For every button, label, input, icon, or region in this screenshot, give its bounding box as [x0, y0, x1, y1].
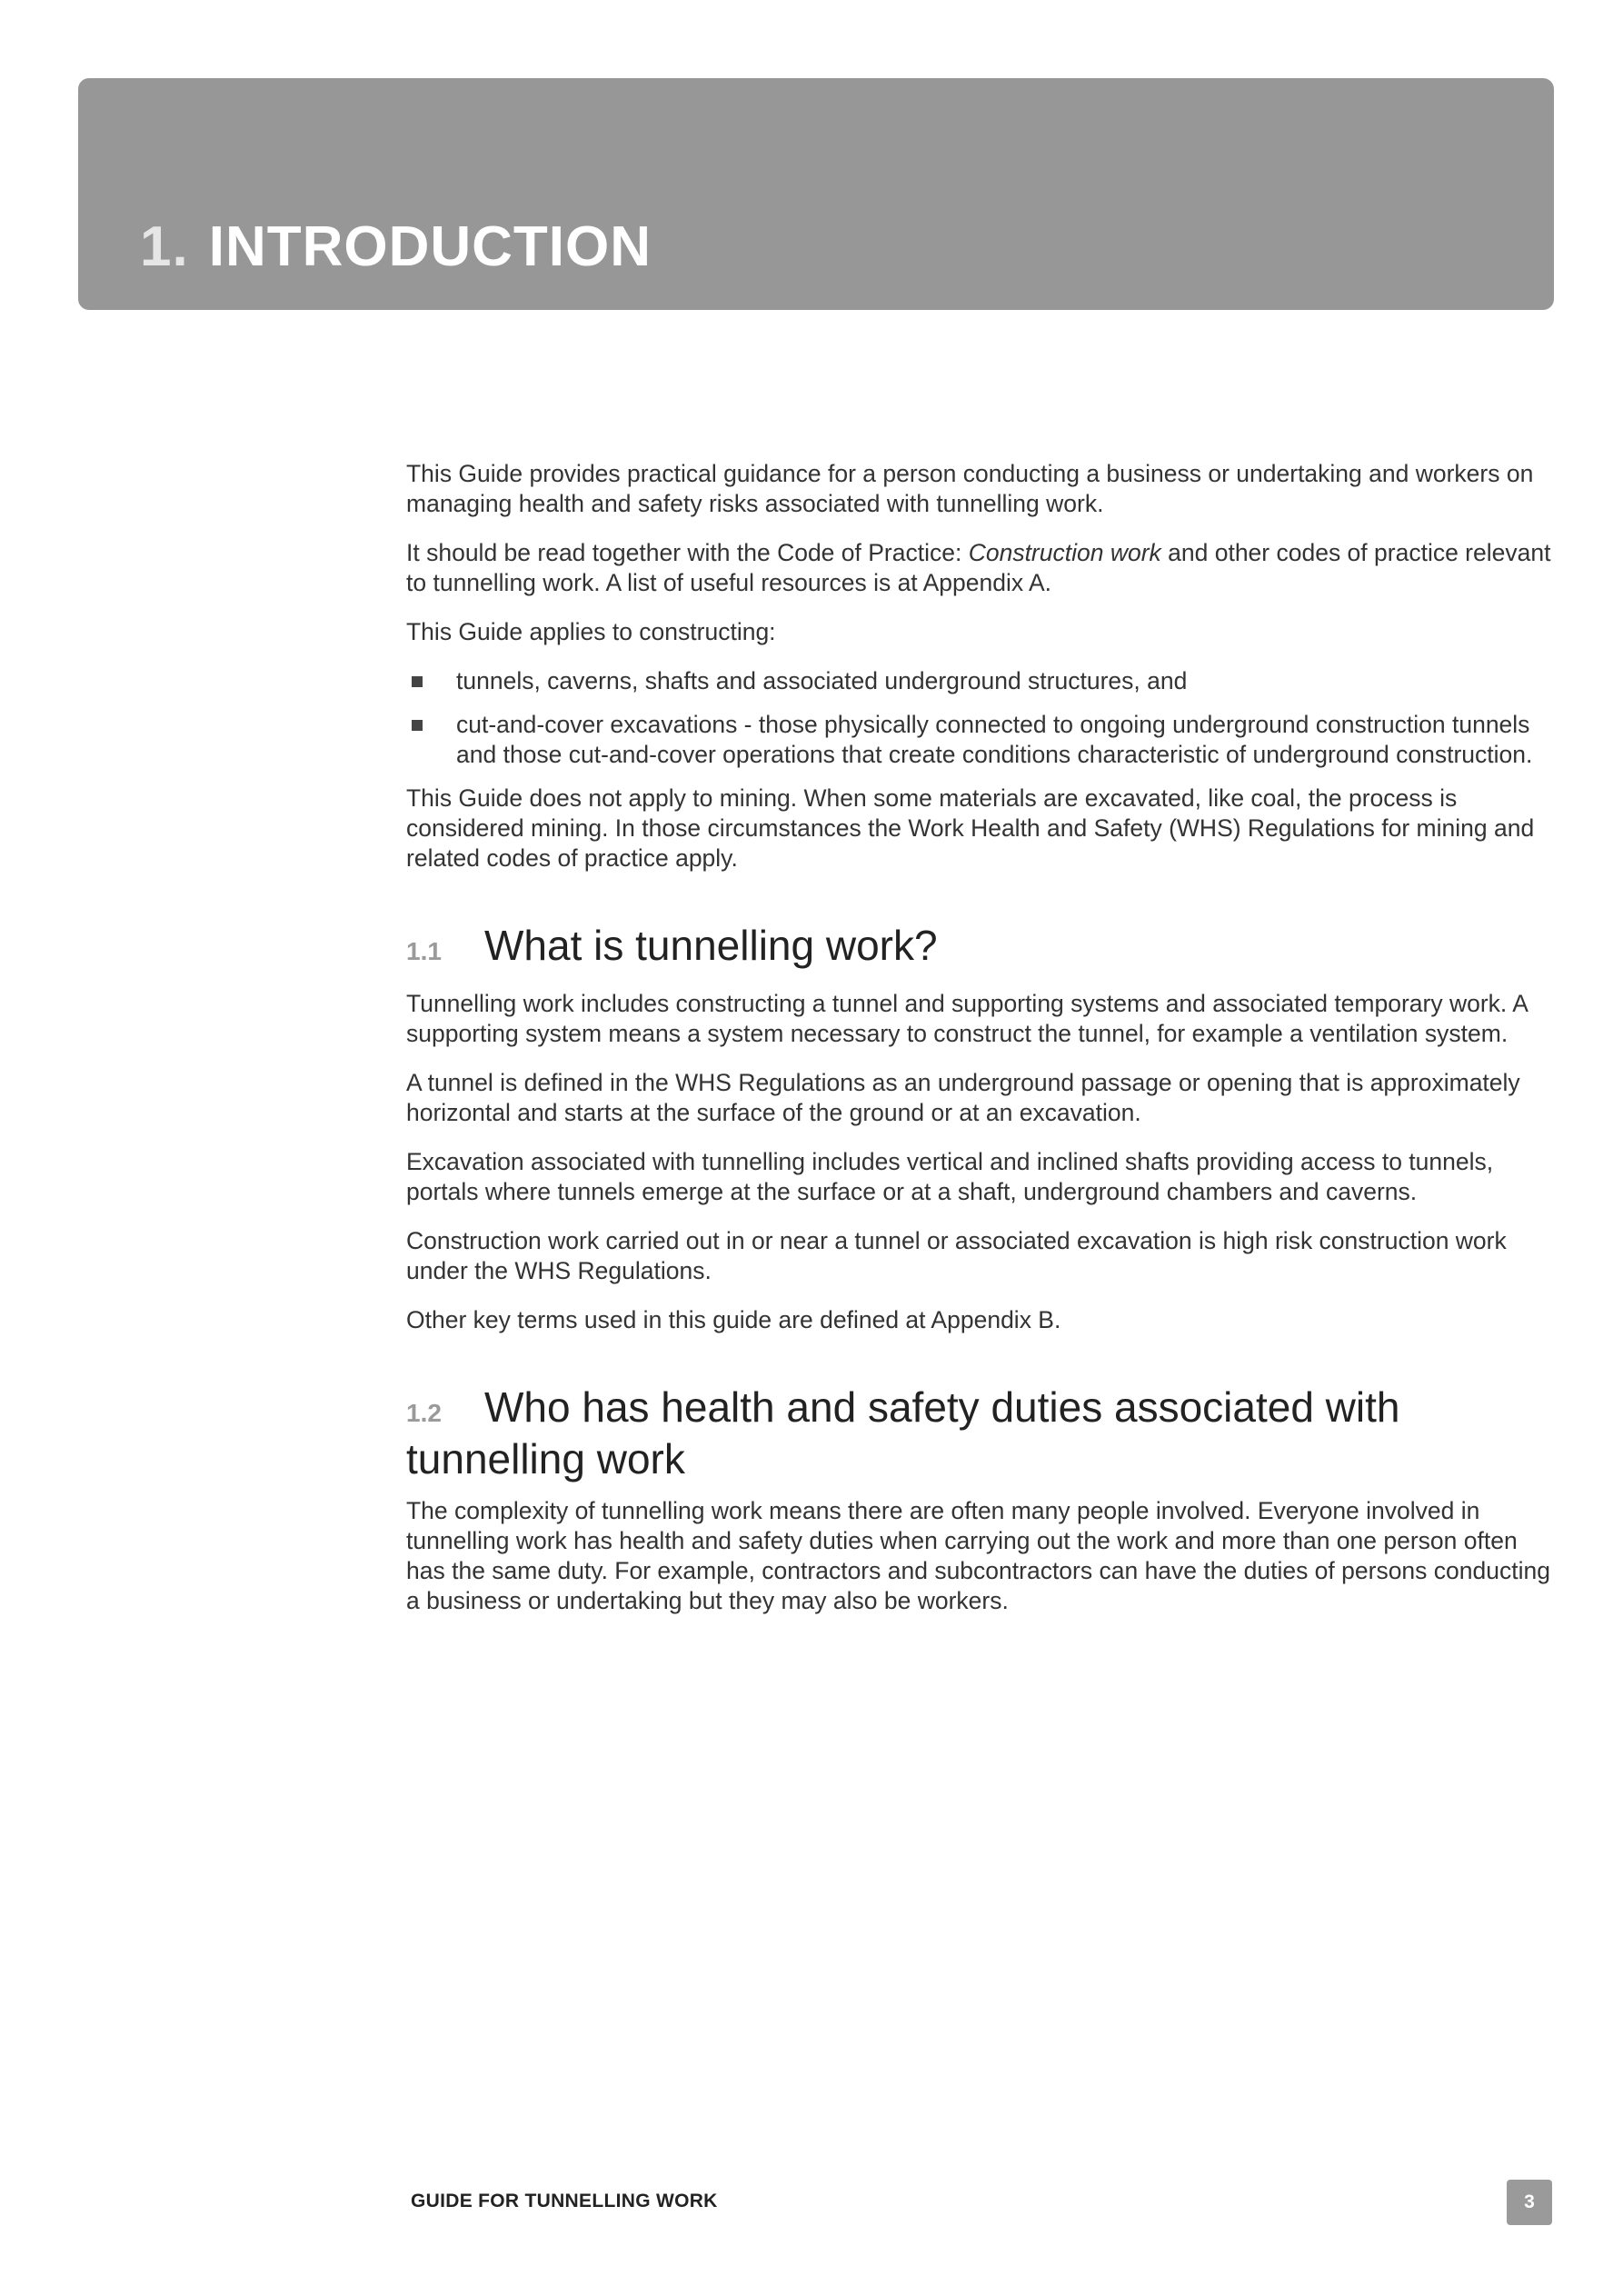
intro-paragraph-3: This Guide applies to constructing: [406, 618, 776, 645]
section-heading-1-1 [406, 923, 1551, 974]
section-number: 1.2 [406, 1399, 442, 1427]
section-title: Who has health and safety duties associated with tunnelling work [406, 1383, 1400, 1482]
section-1-1-paragraph: Other key terms used in this guide are defined at Appendix B. [406, 1306, 1061, 1333]
chapter-number: 1. [140, 215, 189, 278]
square-bullet-icon [412, 676, 423, 687]
section-1-1-paragraph: Construction work carried out in or near a tunnel or associated excavation is high risk construction work under the WHS Regulations. [406, 1227, 1507, 1284]
scope-list [406, 666, 1551, 770]
chapter-title-text: INTRODUCTION [208, 215, 652, 278]
code-of-practice-title: Construction work [968, 539, 1161, 566]
section-1-1-paragraph: Excavation associated with tunnelling includes vertical and inclined shafts providing access to tunnels, portals where tunnels emerge at the surface or at a shaft, underground chambers and caverns. [406, 1148, 1494, 1205]
section-1-2-paragraph: The complexity of tunnelling work means there are often many people involved. Everyone involved in tunnelling work has health and safety duties when carrying out the work and more than one person often has the same duty. For example, contractors and subcontractors can have the duties of persons conducting a business or undertaking but they may also be workers. [406, 1497, 1550, 1614]
section-1-1-paragraph: Tunnelling work includes constructing a tunnel and supporting systems and associated temporary work. A supporting system means a system necessary to construct the tunnel, for example a ventilation system. [406, 990, 1528, 1047]
main-content [406, 459, 1551, 1635]
square-bullet-icon [412, 720, 423, 731]
intro-paragraph-2 [406, 538, 1551, 598]
section-heading-1-2 [406, 1384, 1551, 1482]
intro-paragraph-2-start: It should be read together with the Code of Practice: [406, 539, 969, 566]
footer-document-title: GUIDE FOR TUNNELLING WORK [411, 2191, 718, 2211]
list-item [406, 666, 1551, 696]
chapter-banner [78, 78, 1554, 310]
chapter-title [140, 215, 652, 279]
section-title: What is tunnelling work? [484, 922, 938, 969]
section-number: 1.1 [406, 937, 442, 965]
intro-paragraph-1: This Guide provides practical guidance for a person conducting a business or undertaking and workers on managing health and safety risks associated with tunnelling work. [406, 460, 1534, 517]
list-item-text: cut-and-cover excavations - those physically connected to ongoing underground construction tunnels and those cut-and-cover operations that create conditions characteristic of underground construction. [456, 711, 1533, 768]
list-item-text: tunnels, caverns, shafts and associated underground structures, and [456, 667, 1188, 694]
intro-paragraph-4: This Guide does not apply to mining. When some materials are excavated, like coal, the process is considered mining. In those circumstances the Work Health and Safety (WHS) Regulations for mining and related codes of practice apply. [406, 784, 1535, 872]
page-number: 3 [1507, 2180, 1552, 2225]
intro-paragraph-2-end: and other codes of practice relevant to tunnelling work. A list of useful resources is at Appendix A. [406, 539, 1551, 596]
section-1-1-paragraph: A tunnel is defined in the WHS Regulations as an underground passage or opening that is approximately horizontal and starts at the surface of the ground or at an excavation. [406, 1069, 1520, 1126]
list-item [406, 710, 1551, 770]
